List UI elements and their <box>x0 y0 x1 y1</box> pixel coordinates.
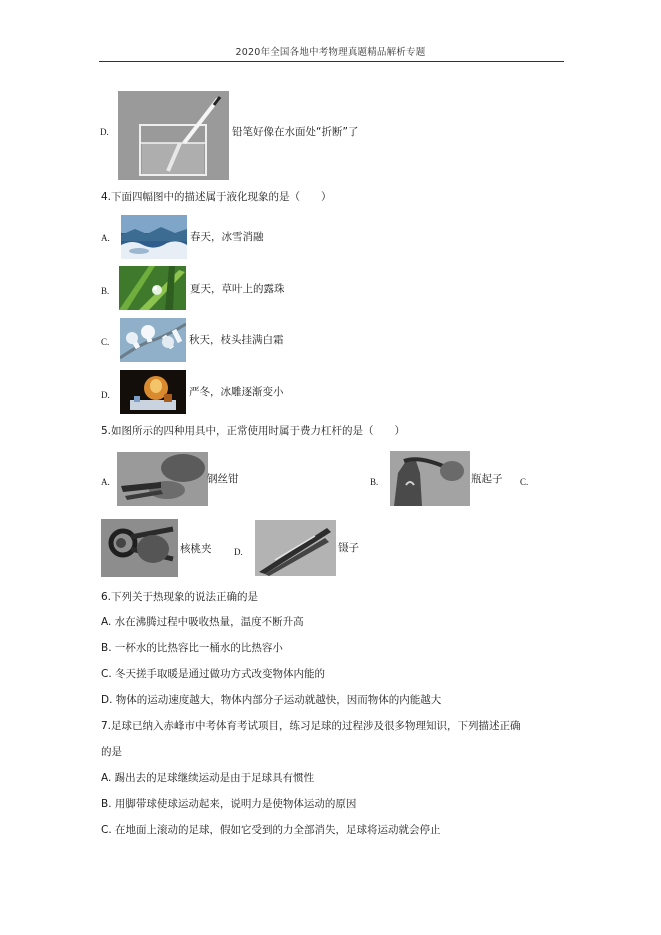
q6-option-b: B. 一杯水的比热容比一桶水的比热容小 <box>101 642 283 654</box>
wire-pliers-image <box>117 452 208 506</box>
q4-option-c-text: 秋天，枝头挂满白霜 <box>189 334 284 346</box>
q4-option-c-label: C. <box>101 337 110 347</box>
q5-option-d-label: D. <box>234 547 243 557</box>
q3-option-d-label: D. <box>100 127 109 137</box>
q7-stem-line1: 7.足球已纳入赤峰市中考体育考试项目，练习足球的过程涉及很多物理知识，下列描述正确 <box>101 720 521 732</box>
q5-option-b-text: 瓶起子 <box>471 473 503 485</box>
ice-sculpture-image <box>120 370 186 414</box>
q3-option-d-text: 铅笔好像在水面处“折断”了 <box>232 126 359 138</box>
nutcracker-image <box>101 519 178 577</box>
q7-option-b: B. 用脚带球使球运动起来，说明力是使物体运动的原因 <box>101 798 357 810</box>
q5-option-c-text: 核桃夹 <box>180 543 212 555</box>
q4-option-b-text: 夏天，草叶上的露珠 <box>190 283 285 295</box>
page-header: 2020年全国各地中考物理真题精品解析专题 <box>235 47 426 58</box>
q6-option-a: A. 水在沸腾过程中吸收热量，温度不断升高 <box>101 616 304 628</box>
q4-option-d-label: D. <box>101 390 110 400</box>
q5-option-c-label: C. <box>520 477 529 487</box>
q4-option-b-label: B. <box>101 286 110 296</box>
q5-option-a-text: 钢丝钳 <box>207 473 239 485</box>
q5-option-b-label: B. <box>370 477 379 487</box>
q5-option-a-label: A. <box>101 477 110 487</box>
dew-on-grass-image <box>119 266 186 310</box>
q7-option-c: C. 在地面上滚动的足球，假如它受到的力全部消失，足球将运动就会停止 <box>101 824 441 836</box>
q4-option-a-label: A. <box>101 233 110 243</box>
header-divider <box>99 61 564 62</box>
q4-option-a-text: 春天，冰雪消融 <box>190 231 264 243</box>
bottle-opener-image <box>390 451 470 506</box>
pencil-in-water-image <box>118 91 229 180</box>
q4-stem: 4.下面四幅图中的描述属于液化现象的是（ ） <box>101 191 332 203</box>
melting-snow-image <box>121 215 187 259</box>
q5-option-d-text: 镊子 <box>338 542 359 554</box>
q7-option-a: A. 踢出去的足球继续运动是由于足球具有惯性 <box>101 772 315 784</box>
frost-on-branch-image <box>120 318 186 362</box>
q5-stem: 5.如图所示的四种用具中，正常使用时属于费力杠杆的是（ ） <box>101 425 406 437</box>
q7-stem-line2: 的是 <box>101 746 122 758</box>
tweezers-image <box>255 520 336 576</box>
q4-option-d-text: 严冬，冰雕逐渐变小 <box>189 386 284 398</box>
q6-option-d: D. 物体的运动速度越大，物体内部分子运动就越快，因而物体的内能越大 <box>101 694 442 706</box>
q6-option-c: C. 冬天搓手取暖是通过做功方式改变物体内能的 <box>101 668 326 680</box>
q6-stem: 6.下列关于热现象的说法正确的是 <box>101 591 259 603</box>
